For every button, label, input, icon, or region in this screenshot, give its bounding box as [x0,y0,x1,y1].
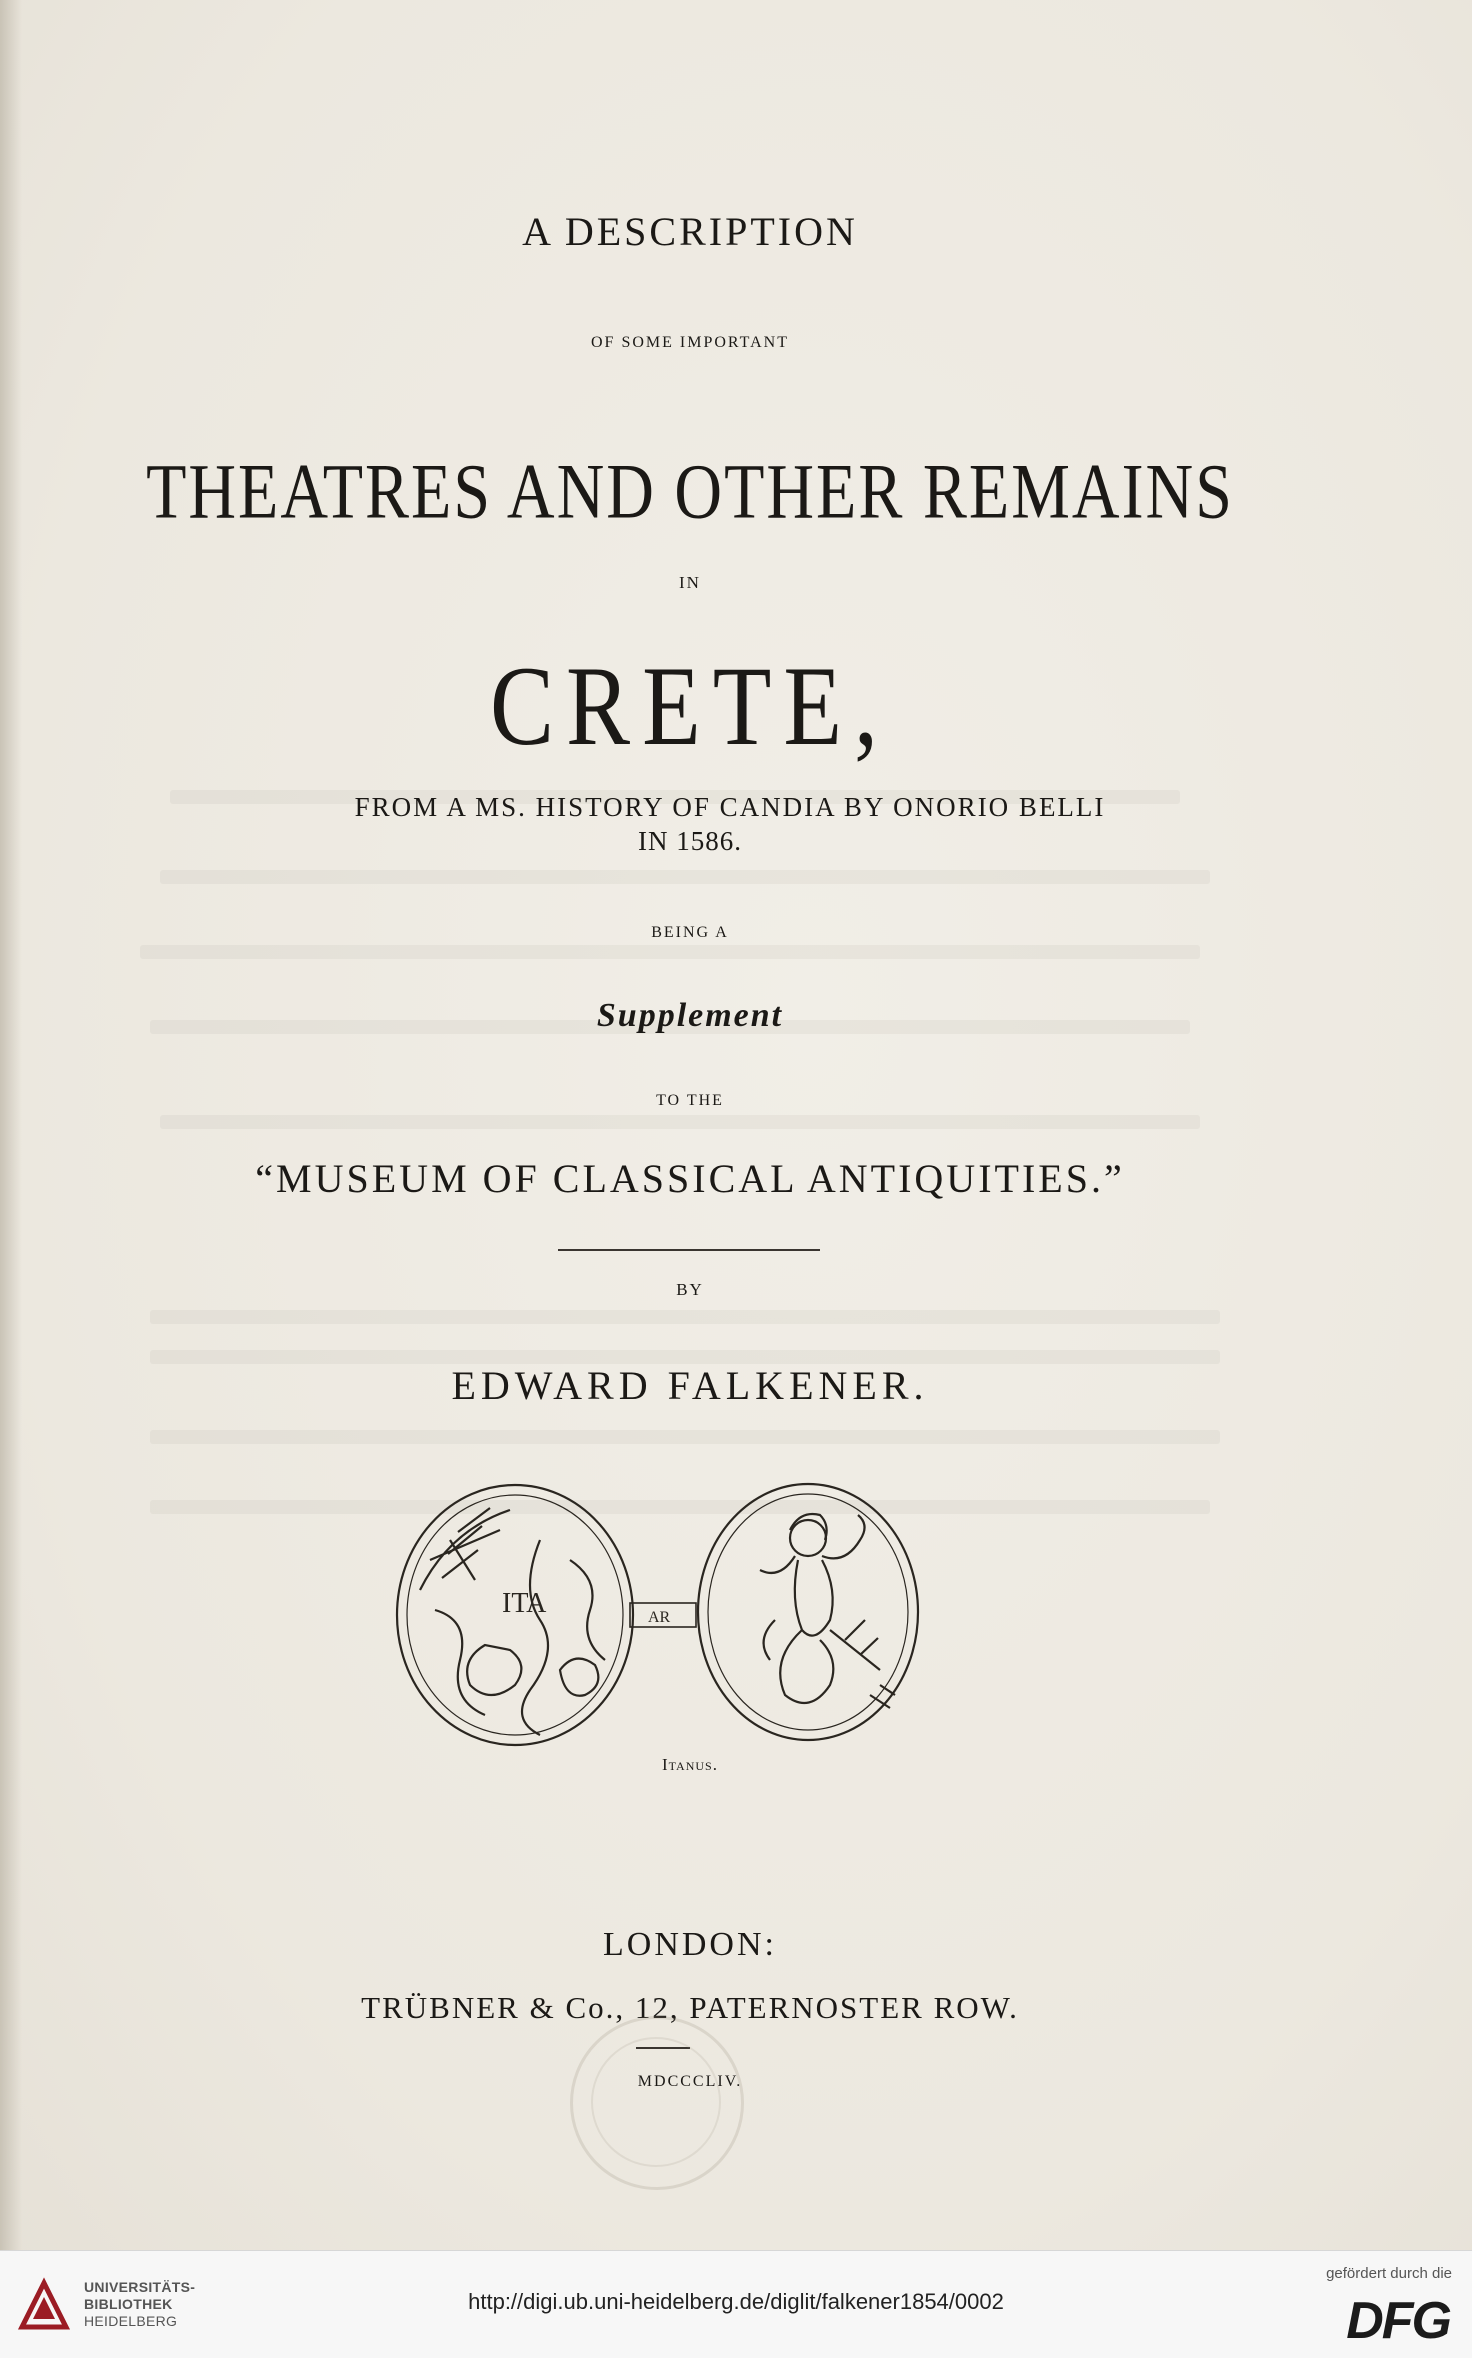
coin-metal-mark: AR [648,1609,671,1626]
title-line-some-important: OF SOME IMPORTANT [591,334,789,351]
title-line-crete: CRETE, [490,642,890,769]
library-line-2: BIBLIOTHEK [84,2296,173,2312]
title-line-in: IN [679,573,701,592]
title-line-description: A DESCRIPTION [522,209,858,254]
imprint-city: LONDON: [603,1926,777,1963]
subtitle-line-year: IN 1586. [638,826,742,856]
subtitle-line-to-the: TO THE [656,1092,724,1109]
byline-by: BY [676,1280,704,1299]
funded-by-label: gefördert durch die [1326,2265,1452,2282]
imprint-publisher: TRÜBNER & Co., 12, PATERNOSTER ROW. [361,1990,1019,2025]
subtitle-museum: “MUSEUM OF CLASSICAL ANTIQUITIES.” [255,1156,1125,1201]
imprint-date: MDCCCLIV. [637,2073,743,2090]
subtitle-supplement: Supplement [596,997,784,1034]
subtitle-line-history: FROM A MS. HISTORY OF CANDIA BY ONORIO BELLI [354,792,1106,822]
subtitle-line-being-a: BEING A [651,924,729,941]
viewer-footer [0,2250,1472,2358]
coin-caption: Itanus. [662,1755,718,1774]
dfg-logo[interactable]: DFG [1346,2292,1450,2350]
coin-legend: ITA [502,1588,547,1619]
coin-illustration [390,1470,950,1770]
permalink-url[interactable]: http://digi.ub.uni-heidelberg.de/diglit/falkener1854/0002 [468,2289,1004,2314]
library-line-1: UNIVERSITÄTS- [84,2279,196,2295]
divider-rule [558,1249,820,1251]
title-line-theatres: THEATRES AND OTHER REMAINS [146,449,1234,536]
library-line-3: HEIDELBERG [84,2313,178,2329]
author-name: EDWARD FALKENER. [451,1363,929,1408]
library-stamp [570,2016,744,2190]
